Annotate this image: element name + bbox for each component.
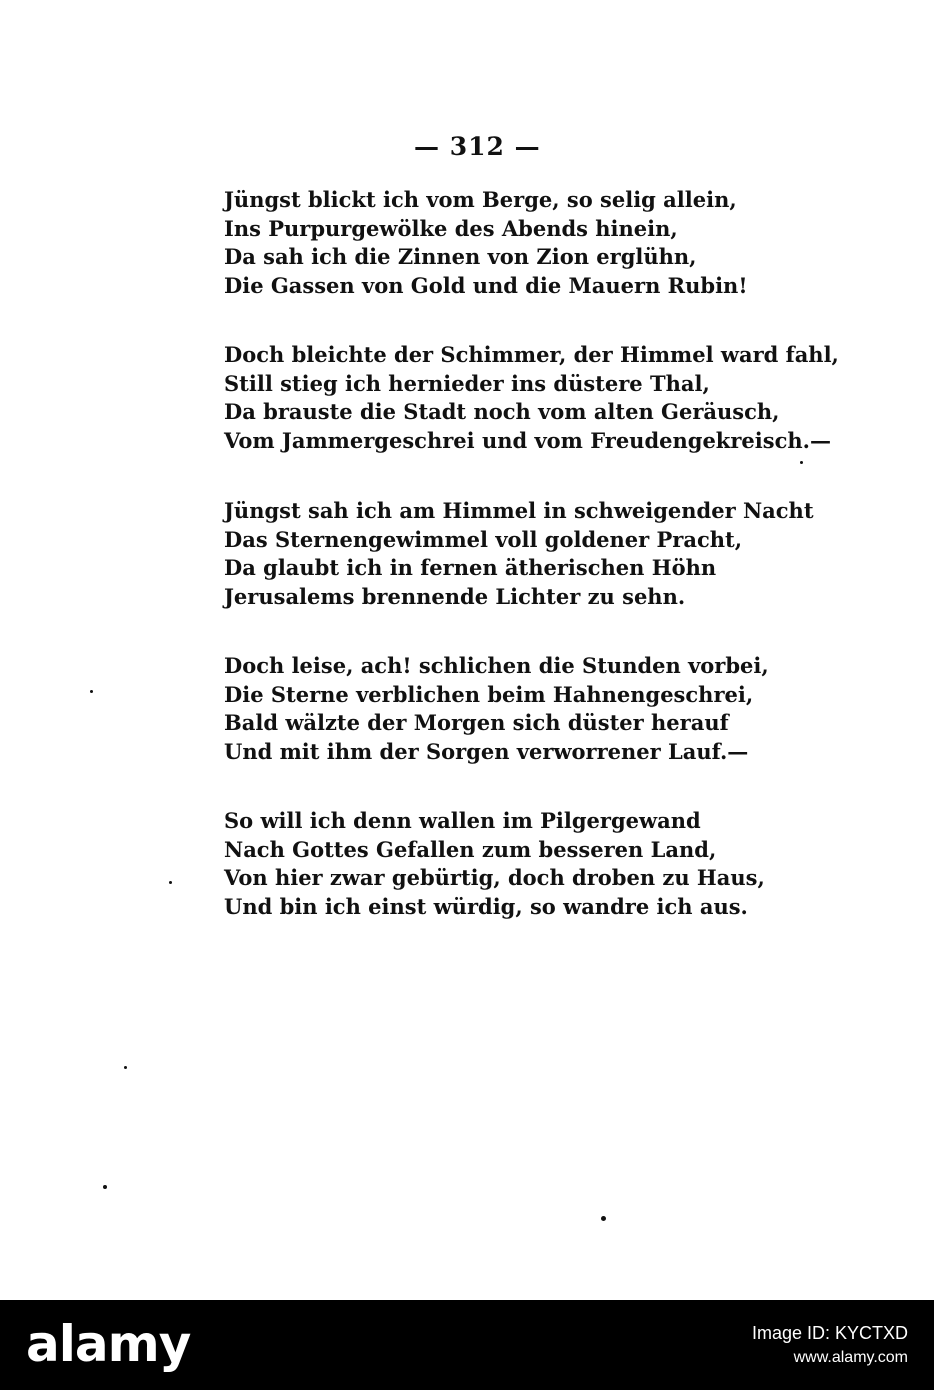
verse-line: Da brauste die Stadt noch vom alten Geräusch, xyxy=(224,399,780,424)
scan-speck xyxy=(103,1185,107,1189)
stanza-2 xyxy=(224,341,839,455)
scan-speck xyxy=(800,461,803,464)
brand-logo: alamy xyxy=(26,1315,191,1373)
verse-line: So will ich denn wallen im Pilgergewand xyxy=(224,808,701,833)
verse-line: Und mit ihm der Sorgen verworrener Lauf.— xyxy=(224,738,749,764)
stanza-4 xyxy=(224,652,769,766)
verse-line: Da sah ich die Zinnen von Zion erglühn, xyxy=(224,244,697,269)
image-id: Image ID: KYCTXD xyxy=(751,1323,908,1343)
verse-line: Und bin ich einst würdig, so wandre ich aus. xyxy=(224,893,748,919)
verse-line: Jerusalems brennende Lichter zu sehn. xyxy=(224,583,686,609)
scan-speck xyxy=(601,1216,606,1221)
verse-line: Da glaubt ich in fernen ätherischen Höhn xyxy=(224,555,717,580)
scan-speck xyxy=(169,881,172,884)
scan-speck xyxy=(90,690,93,693)
verse-line: Vom Jammergeschrei und vom Freudengekreisch.— xyxy=(224,427,831,453)
verse-line: Das Sternengewimmel voll goldener Pracht, xyxy=(224,526,743,552)
verse-line: Von hier zwar gebürtig, doch droben zu Haus, xyxy=(224,865,765,890)
verse-line: Still stieg ich hernieder ins düstere Thal, xyxy=(224,370,710,396)
stanza-5 xyxy=(224,807,765,921)
verse-line: Doch bleichte der Schimmer, der Himmel ward fahl, xyxy=(224,342,839,367)
site-url: www.alamy.com xyxy=(793,1349,908,1366)
verse-line: Ins Purpurgewölke des Abends hinein, xyxy=(224,215,678,241)
stanza-1 xyxy=(224,186,748,300)
scan-speck xyxy=(124,1066,127,1069)
verse-line: Die Gassen von Gold und die Mauern Rubin! xyxy=(224,272,748,298)
verse-line: Jüngst blickt ich vom Berge, so selig allein, xyxy=(224,187,737,212)
verse-line: Jüngst sah ich am Himmel in schweigender Nacht xyxy=(224,498,814,523)
verse-line: Die Sterne verblichen beim Hahnengeschrei, xyxy=(224,681,754,707)
verse-line: Nach Gottes Gefallen zum besseren Land, xyxy=(224,836,717,862)
verse-line: Bald wälzte der Morgen sich düster herauf xyxy=(224,710,729,735)
verse-line: Doch leise, ach! schlichen die Stunden vorbei, xyxy=(224,653,769,678)
stanza-3 xyxy=(224,497,814,611)
page-number: — 312 — xyxy=(414,132,541,161)
watermark-footer xyxy=(0,1300,934,1390)
